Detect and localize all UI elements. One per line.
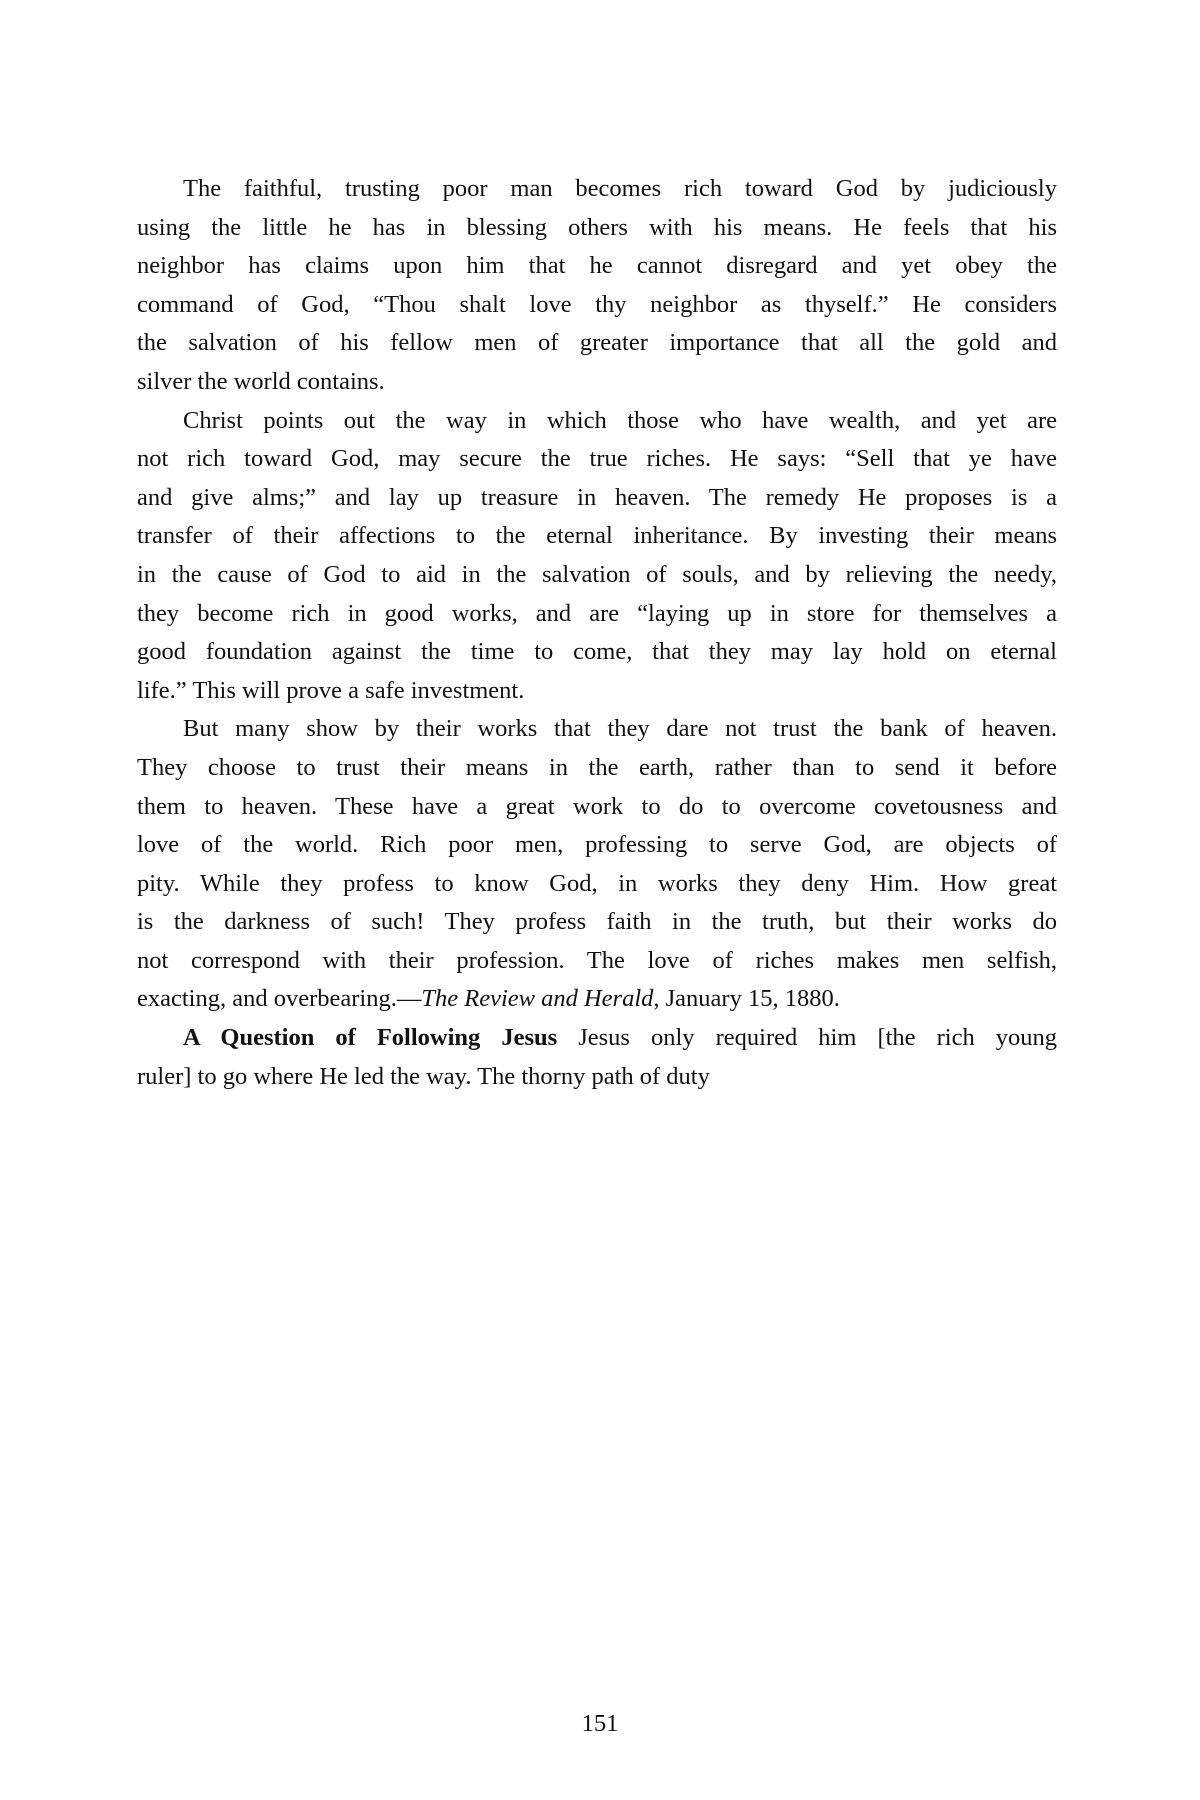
text-line: love of the world. Rich poor men, professing to serve God, are objects of xyxy=(137,831,1057,859)
text-line: But many show by their works that they dare not trust the bank of heaven. xyxy=(183,715,1057,743)
text-line: They choose to trust their means in the earth, rather than to send it before xyxy=(137,753,1057,781)
text-line: transfer of their affections to the eternal inheritance. By investing their means xyxy=(137,522,1057,550)
page-body xyxy=(137,170,1057,1096)
text-line: silver the world contains. xyxy=(137,367,385,395)
text-segment: , January 15, 1880. xyxy=(653,985,840,1013)
text-line: not correspond with their profession. The love of riches makes men selfish, xyxy=(137,946,1057,974)
text-line: the salvation of his fellow men of greater importance that all the gold and xyxy=(137,329,1057,357)
text-line xyxy=(137,980,1057,1019)
text-segment: exacting, and overbearing.— xyxy=(137,985,422,1013)
text-line: Christ points out the way in which those who have wealth, and yet are xyxy=(183,406,1057,434)
paragraph xyxy=(137,402,1057,711)
section-heading: A Question of Following Jesus xyxy=(183,1024,558,1052)
text-line: using the little he has in blessing others with his means. He feels that his xyxy=(137,213,1057,241)
text-line: in the cause of God to aid in the salvation of souls, and by relieving the needy, xyxy=(137,560,1057,588)
text-line: neighbor has claims upon him that he cannot disregard and yet obey the xyxy=(137,252,1057,280)
source-citation: The Review and Herald xyxy=(421,985,654,1013)
text-line: life.” This will prove a safe investment. xyxy=(137,676,525,704)
text-line: is the darkness of such! They profess faith in the truth, but their works do xyxy=(137,908,1057,936)
text-segment: Jesus only required him [the rich young xyxy=(557,1024,1057,1052)
paragraph xyxy=(137,710,1057,1019)
paragraph xyxy=(137,1019,1057,1096)
text-line: ruler] to go where He led the way. The thorny path of duty xyxy=(137,1062,710,1090)
text-line xyxy=(137,1019,1057,1058)
text-line: they become rich in good works, and are “laying up in store for themselves a xyxy=(137,599,1057,627)
paragraph xyxy=(137,170,1057,402)
text-line: good foundation against the time to come, that they may lay hold on eternal xyxy=(137,638,1057,666)
page-number: 151 xyxy=(581,1710,619,1737)
text-line: not rich toward God, may secure the true riches. He says: “Sell that ye have xyxy=(137,445,1057,473)
text-line: The faithful, trusting poor man becomes rich toward God by judiciously xyxy=(183,175,1057,202)
text-line: command of God, “Thou shalt love thy neighbor as thyself.” He considers xyxy=(137,290,1057,318)
text-line: pity. While they profess to know God, in works they deny Him. How great xyxy=(137,869,1057,897)
text-line: and give alms;” and lay up treasure in heaven. The remedy He proposes is a xyxy=(137,483,1057,511)
text-line: them to heaven. These have a great work to do to overcome covetousness and xyxy=(137,792,1057,820)
